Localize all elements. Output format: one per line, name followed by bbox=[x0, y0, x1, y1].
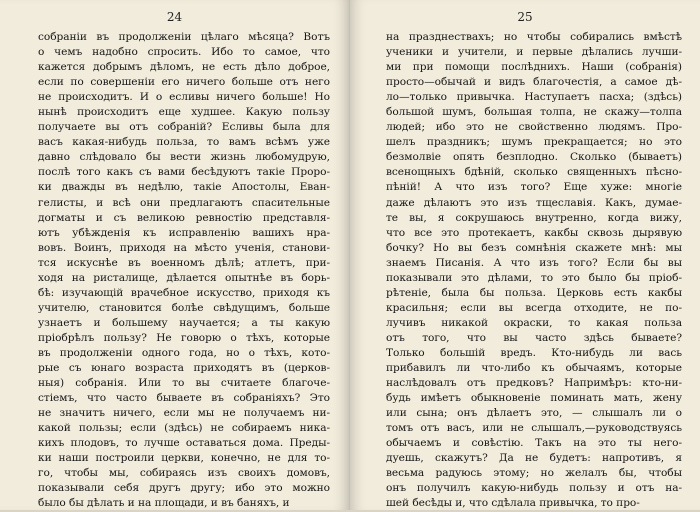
text-line: наслѣдовалъ отъ предковъ? Напримѣръ: кто-ни- bbox=[386, 377, 682, 390]
text-line: томъ отъ васъ, или не слышалъ,—руководствуясь bbox=[386, 422, 682, 435]
page-number: 24 bbox=[166, 10, 183, 24]
page-number: 25 bbox=[517, 10, 533, 24]
text-line: ки наши построили церкви, конечно, не для то- bbox=[38, 452, 330, 465]
text-line: послѣ того какъ съ вами бесѣдуютъ такіе Проро- bbox=[38, 166, 330, 179]
text-line: прибавилъ ли что-либо къ обычаямъ, которые bbox=[386, 362, 682, 375]
text-line: вовъ. Воинъ, приходя на мѣсто ученія, станови- bbox=[38, 241, 330, 254]
text-line: было бы дѣлать и на площади, и въ баняхъ, и bbox=[38, 497, 290, 510]
text-line: показывали себя другъ другу; ибо это можно bbox=[38, 482, 330, 495]
text-line: лучивъ никакой окраски, то какая польза bbox=[386, 316, 682, 329]
text-line: собраніи въ продолженіи цѣлаго мѣсяца? Вотъ bbox=[38, 31, 330, 43]
text-line: въ продолженіи одного года, но о тѣхъ, кото- bbox=[38, 346, 330, 359]
text-line: узнаетъ и большему научается; а ты какую bbox=[38, 316, 330, 329]
text-line: васъ какая-нибудь польза, то вамъ всѣмъ уже bbox=[38, 136, 330, 149]
text-line: шей бесѣды и, что сдѣлала привычка, то про- bbox=[386, 497, 640, 510]
text-line: не происходитъ. И о есливы ничего больше! Но bbox=[38, 91, 330, 104]
text-line: догматы и съ великою ревностію представля- bbox=[38, 211, 330, 224]
text-line: пріобрѣлъ пользу? Не говорю о тѣхъ, которые bbox=[38, 331, 330, 344]
text-line: те вы, я сокрушаюсь внутренно, когда вижу, bbox=[386, 211, 682, 224]
text-line: знаемъ Писанія. А что изъ того? Если бы вы bbox=[386, 256, 682, 269]
text-line: Только большій вредъ. Кто-нибудь ли вась bbox=[386, 346, 682, 359]
text-line: бочку? Но вы безъ сомнѣнія скажете мнѣ: мы bbox=[386, 241, 682, 254]
text-line: ныя) собранія. Или то вы считаете благоче- bbox=[38, 377, 330, 390]
text-line: давно слѣдовало бы вести жизнь любомудрую, bbox=[38, 151, 330, 164]
text-line: ученики и учители, и первые дѣлались лучши- bbox=[386, 46, 682, 59]
text-line: какой пользы; если (здѣсь) не собираемъ ника- bbox=[38, 422, 330, 435]
text-line: го, чтобы мы, собираясь изъ своихъ домовъ, bbox=[38, 467, 330, 480]
text-line: ло—только привычка. Наступаетъ пасха; (здѣсь) bbox=[386, 91, 682, 104]
text-line: людей; ибо это не свойственно людямъ. Про- bbox=[386, 121, 682, 134]
text-line: о чемъ надобно спросить. Ибо то самое, что bbox=[38, 46, 330, 59]
text-line: всенощныхъ бдѣній, сколько священныхъ пѣсно- bbox=[386, 166, 682, 179]
text-line: отъ того, что вы часто здѣсь бываете? bbox=[386, 331, 682, 344]
text-line: на празднествахъ; но чтобы собирались вмѣстѣ bbox=[386, 31, 682, 43]
text-line: не значитъ ничего, если мы не получаемъ ни- bbox=[38, 407, 330, 420]
text-line: нынѣ происходитъ еще худшее. Какую пользу bbox=[38, 106, 330, 119]
text-line: большой шумъ, большая толпа, не скажу—толпа bbox=[386, 106, 682, 119]
text-line: рѣтеніе, была бы польза. Церковь есть какбы bbox=[386, 286, 682, 299]
text-line: шелъ праздникъ; шумъ прекращается; но это bbox=[386, 136, 682, 149]
text-line: ходя на ристалище, дѣлается опытнѣе въ борь- bbox=[38, 271, 330, 284]
text-line: или сына; онъ дѣлаетъ это, — слышалъ ли о bbox=[386, 407, 682, 420]
text-line: ми при помощи послѣднихъ. Наши (собранія) bbox=[386, 61, 682, 74]
text-line: кихъ плодовъ, то лучше оставаться дома. Преды- bbox=[38, 437, 330, 450]
text-line: весьма радуюсь этому; но желалъ бы, чтобы bbox=[386, 467, 682, 480]
left-page bbox=[0, 0, 350, 510]
text-line: дуешь, скажутъ? Да не будетъ: напротивъ, я bbox=[386, 452, 682, 465]
right-page bbox=[350, 0, 700, 510]
text-line: просто—обычай и видъ благочестія, а самое дѣ- bbox=[386, 76, 682, 89]
text-line: показывали это дѣлами, то это было бы пріоб- bbox=[386, 271, 682, 284]
text-line: если по совершеніи его ничего больше отъ него bbox=[38, 76, 330, 89]
text-line: стіемъ, что часто бываете въ собраніяхъ? Это bbox=[38, 392, 330, 405]
text-line: получаете вы отъ собраній? Есливы была для bbox=[38, 121, 330, 134]
text-line: рые съ юнаго возраста приходятъ въ (церков- bbox=[38, 362, 330, 375]
text-line: что все это протекаетъ, какбы сквозь дырявую bbox=[386, 226, 682, 239]
text-line: обычаемъ и совѣстію. Такъ на это ты него- bbox=[386, 437, 682, 450]
page-text bbox=[386, 30, 682, 512]
text-line: даже дѣлаютъ это изъ тщеславія. Какъ, думае- bbox=[386, 196, 682, 209]
text-line: онъ получилъ какую-нибудь пользу и отъ на- bbox=[386, 482, 682, 495]
text-line: пѣній! А что изъ того? Еще хуже: многіе bbox=[386, 181, 682, 194]
page-text bbox=[38, 30, 330, 512]
text-line: тся искуснѣе въ военномъ дѣлѣ; атлетъ, при- bbox=[38, 256, 330, 269]
text-line: бѣ: изучающій врачебное искусство, приходя къ bbox=[38, 286, 330, 299]
text-line: ютъ убѣжденія къ исправленію вашихъ нра- bbox=[38, 226, 330, 239]
text-line: красильня; если вы всегда отходите, не по- bbox=[386, 301, 682, 314]
text-line: ки дважды въ недѣлю, такіе Апостолы, Еван- bbox=[38, 181, 330, 194]
text-line: будь имѣетъ обыкновеніе поминать мать, жену bbox=[386, 392, 682, 405]
text-line: кажется добрымъ дѣломъ, не есть дѣло доброе, bbox=[38, 61, 330, 74]
text-line: безмолвіе опять безплодно. Сколько (бываетъ) bbox=[386, 151, 682, 164]
text-line: учителю, становится болѣе свѣдущимъ, больше bbox=[38, 301, 330, 314]
text-line: гелисты, и всѣ они предлагаютъ спасительные bbox=[38, 196, 330, 209]
